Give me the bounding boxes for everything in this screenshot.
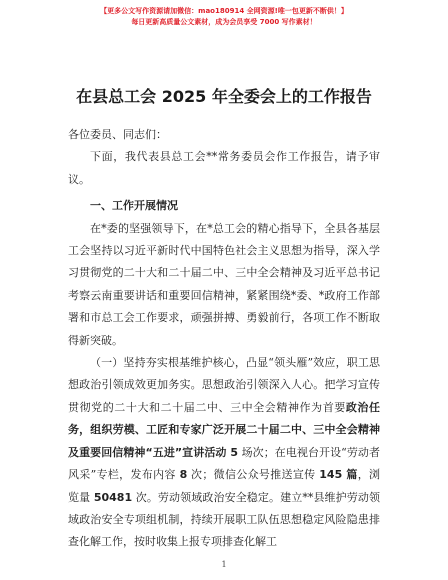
promo-banner-line-2: 每日更新高质量公文素材，成为会员享受 7000 写作素材！ [131,18,317,26]
bold-number: 50481 [93,490,133,504]
paragraph-political-guidance [68,352,380,554]
bold-number: 145 篇 [319,468,358,482]
section-heading: 一、工作开展情况 [90,199,178,213]
bold-number: 8 [179,468,188,482]
page-number: 1 [221,560,227,569]
promo-banner [0,6,448,28]
paragraph-text: 场次；在电视台开设“劳动者风采”专栏，发布内容 [68,445,380,482]
paragraph-overview: 在*委的坚强领导下，在*总工会的精心指导下，全县各基层工会坚持以习近平新时代中国特色社会主义思想为指导，深入学习贯彻党的二十大和二十届二中、三中全会精神及习近平总书记考察云南重要讲话和重要回信精神，紧紧围绕*委、*政府工作部署和市总工会工作要求，顽强拼搏、勇毅前行，各项工作不断取得新突破。 [68,221,380,347]
promo-banner-line-1: 【更多公文写作资源请加微信：mao180914 全网资源!唯一包更新不断供！】 [100,7,348,15]
bold-text: 政治任务，组织劳模、工匠和专家广泛开展二十届二中、三中全会精神及重要回信精神“五进”宣讲活动 5 [68,400,381,459]
document-body [68,124,380,554]
document-title: 在县总工会 2025 年全委会上的工作报告 [76,87,372,106]
paragraph-text: （一）坚持夯实根基维护核心，凸显“领头雁”效应，职工思想政治引领成效更加务实。思想政治引领深入人心。把学习宣传贯彻党的二十大和二十届二中、三中全会精神作为首要 [68,356,380,414]
intro-paragraph: 下面，我代表县总工会**常务委员会作工作报告，请予审议。 [68,150,380,186]
salutation: 各位委员、同志们： [68,128,167,141]
paragraph-text: ，浏览量 [68,468,381,504]
paragraph-text: 次。劳动领域政治安全稳定。建立**县维护劳动领域政治安全专项组机制，持续开展职工队伍思想稳定风险隐患排查化解工作，按时收集上报专项排查化解工 [68,490,380,549]
paragraph-text: 次；微信公众号推送宣传 [187,468,320,482]
